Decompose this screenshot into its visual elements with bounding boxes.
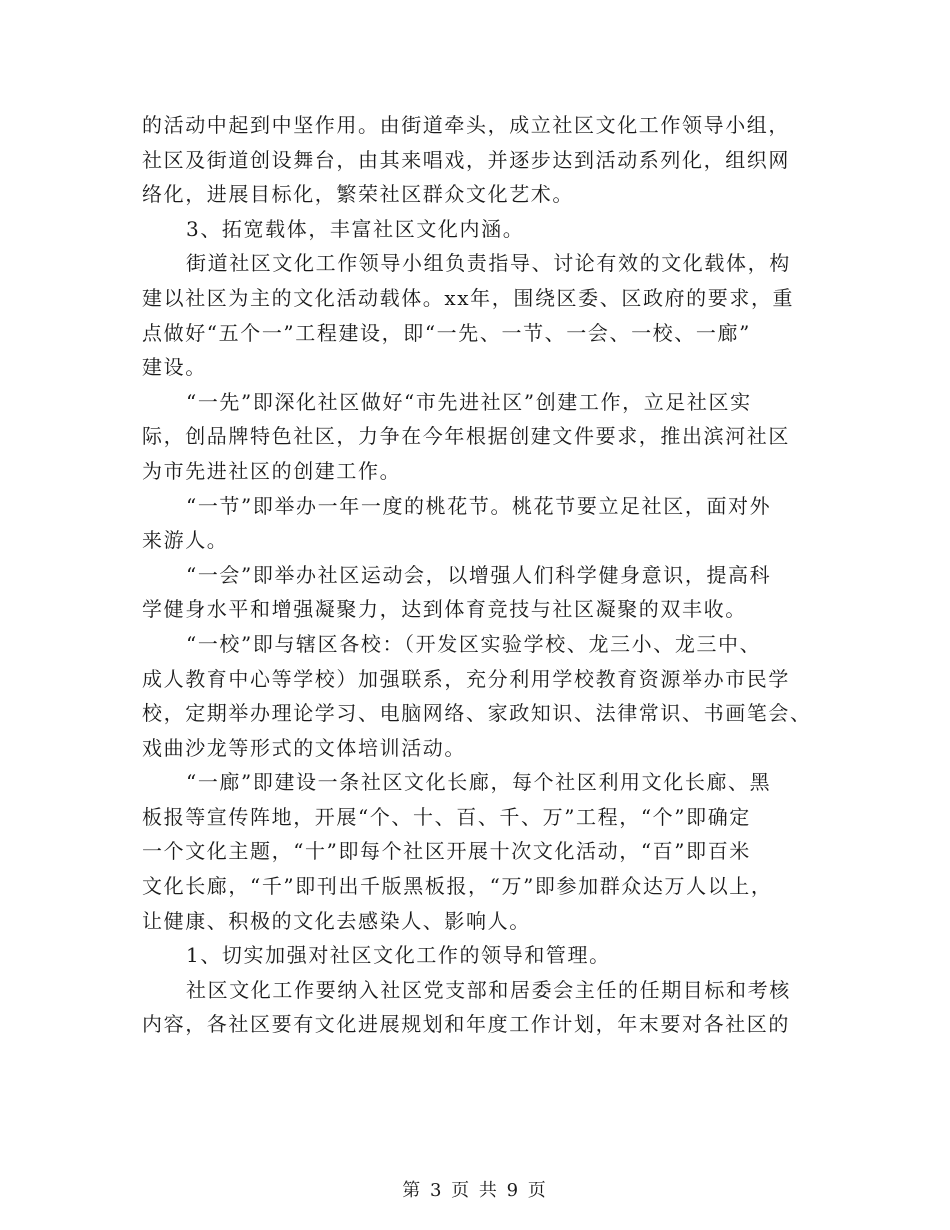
section-heading [142,212,810,247]
paragraph [142,246,810,384]
text-line: 点做好“五个一”工程建设，即“一先、一节、一会、一校、一廊” [142,320,751,345]
text-line: 社区文化工作要纳入社区党支部和居委会主任的任期目标和考核 [186,977,791,1002]
text-line: 让健康、积极的文化去感染人、影响人。 [142,908,531,933]
document-body [142,108,810,1042]
paragraph [142,108,810,212]
text-line: 社区及街道创设舞台，由其来唱戏，并逐步达到活动系列化，组织网 [142,147,790,172]
paragraph [142,385,810,489]
text-line: 络化，进展目标化，繁荣社区群众文化艺术。 [142,182,574,207]
text-line: 校，定期举办理论学习、电脑网络、家政知识、法律常识、书画笔会、 [142,701,812,726]
paragraph [142,973,810,1042]
text-line: 戏曲沙龙等形式的文体培训活动。 [142,735,466,760]
text-line: 为市先进社区的创建工作。 [142,458,402,483]
text-line: 1、切实加强对社区文化工作的领导和管理。 [186,943,611,968]
text-line: 际，创品牌特色社区，力争在今年根据创建文件要求，推出滨河社区 [142,424,790,449]
page-number-footer: 第 3 页 共 9 页 [402,1180,548,1201]
text-line: 来游人。 [142,528,229,553]
paragraph [142,558,810,627]
text-line: 板报等宣传阵地，开展“个、十、百、千、万”工程，“个”即确定 [142,804,751,829]
text-line: 成人教育中心等学校）加强联系，充分利用学校教育资源举办市民学 [142,666,790,691]
text-line: 学健身水平和增强凝聚力，达到体育竞技与社区凝聚的双丰收。 [142,597,747,622]
text-line: 建设。 [142,355,207,380]
text-line: “一会”即举办社区运动会，以增强人们科学健身意识，提高科 [186,562,772,587]
text-line: “一校”即与辖区各校：（开发区实验学校、龙三小、龙三中、 [186,631,762,656]
text-line: “一先”即深化社区做好“市先进社区”创建工作，立足社区实 [186,389,752,414]
text-line: 内容，各社区要有文化进展规划和年度工作计划，年末要对各社区的 [142,1012,790,1037]
paragraph [142,627,810,765]
text-line: “一节”即举办一年一度的桃花节。桃花节要立足社区，面对外 [186,493,772,518]
text-line: 建以社区为主的文化活动载体。xx年，围绕区委、区政府的要求，重 [142,285,795,310]
text-line: 3、拓宽载体，丰富社区文化内涵。 [186,216,525,241]
text-line: 街道社区文化工作领导小组负责指导、讨论有效的文化载体，构 [186,251,791,276]
text-line: “一廊”即建设一条社区文化长廊，每个社区利用文化长廊、黑 [186,770,772,795]
text-line: 一个文化主题，“十”即每个社区开展十次文化活动，“百”即百米 [142,839,751,864]
paragraph [142,765,810,938]
paragraph [142,489,810,558]
text-line: 文化长廊，“千”即刊出千版黑板报，“万”即参加群众达万人以上， [142,874,773,899]
text-line: 的活动中起到中坚作用。由街道牵头，成立社区文化工作领导小组， [142,113,790,137]
section-heading [142,938,810,973]
